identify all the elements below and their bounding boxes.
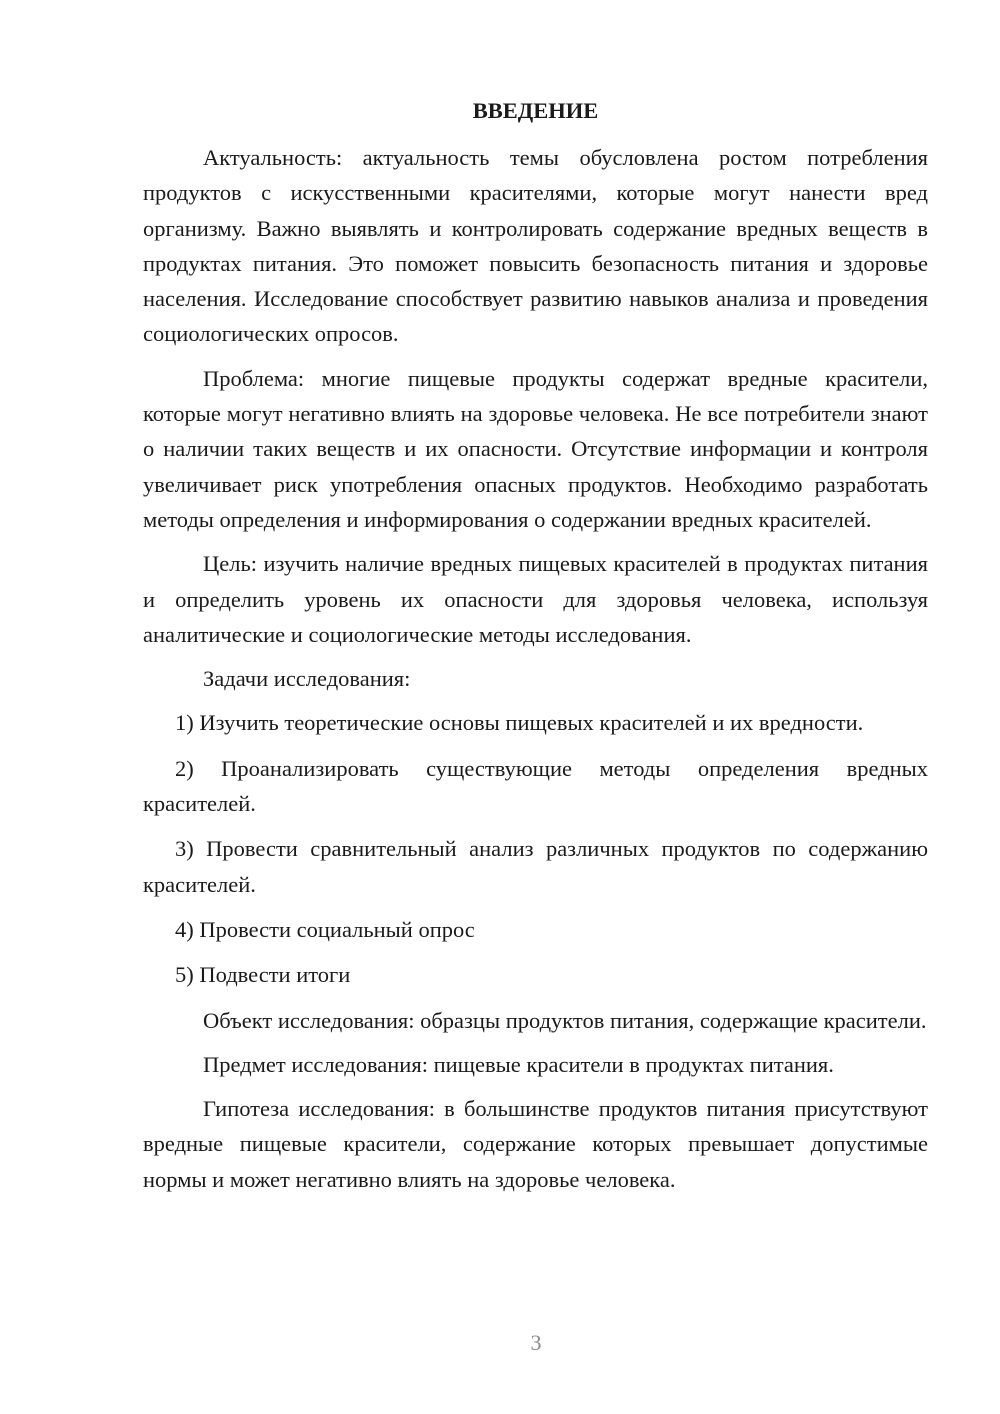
paragraph-subject: Предмет исследования: пищевые красители в продуктах питания.	[203, 1051, 834, 1077]
task-item-4: 4) Провести социальный опрос	[175, 916, 475, 942]
paragraph-goal: Цель: изучить наличие вредных пищевых красителей в продуктах питания и определить уровень их опасности для здоровья человека, используя аналитические и социологические методы исследования.	[143, 551, 928, 647]
paragraph-relevance: Актуальность: актуальность темы обусловлена ростом потребления продуктов с искусственными красителями, которые могут нанести вред организму. Важно выявлять и контролировать содержание вредных веществ в продуктах питания. Это поможет повысить безопасность питания и здоровье населения. Исследование способствует развитию навыков анализа и проведения социологических опросов.	[143, 145, 928, 347]
task-item-3: 3) Провести сравнительный анализ различных продуктов по содержанию красителей.	[143, 836, 928, 897]
task-item-5: 5) Подвести итоги	[175, 962, 351, 988]
paragraph-problem: Проблема: многие пищевые продукты содержат вредные красители, которые могут негативно влиять на здоровье человека. Не все потребители знают о наличии таких веществ и их опасности. Отсутствие информации и контроля увеличивает риск употребления опасных продуктов. Необходимо разработать методы определения и информирования о содержании вредных красителей.	[143, 365, 928, 532]
page-content	[143, 96, 928, 1206]
task-item-2: 2) Проанализировать существующие методы определения вредных красителей.	[143, 755, 928, 817]
tasks-heading: Задачи исследования:	[203, 666, 411, 692]
paragraph-hypothesis: Гипотеза исследования: в большинстве продуктов питания присутствуют вредные пищевые красители, содержание которых превышает допустимые нормы и может негативно влиять на здоровье человека.	[143, 1096, 928, 1192]
task-item-1: 1) Изучить теоретические основы пищевых красителей и их вредности.	[175, 710, 864, 736]
page-title: ВВЕДЕНИЕ	[472, 98, 599, 123]
paragraph-object: Объект исследования: образцы продуктов питания, содержащие красители.	[203, 1007, 927, 1033]
page-number: 3	[530, 1330, 542, 1355]
